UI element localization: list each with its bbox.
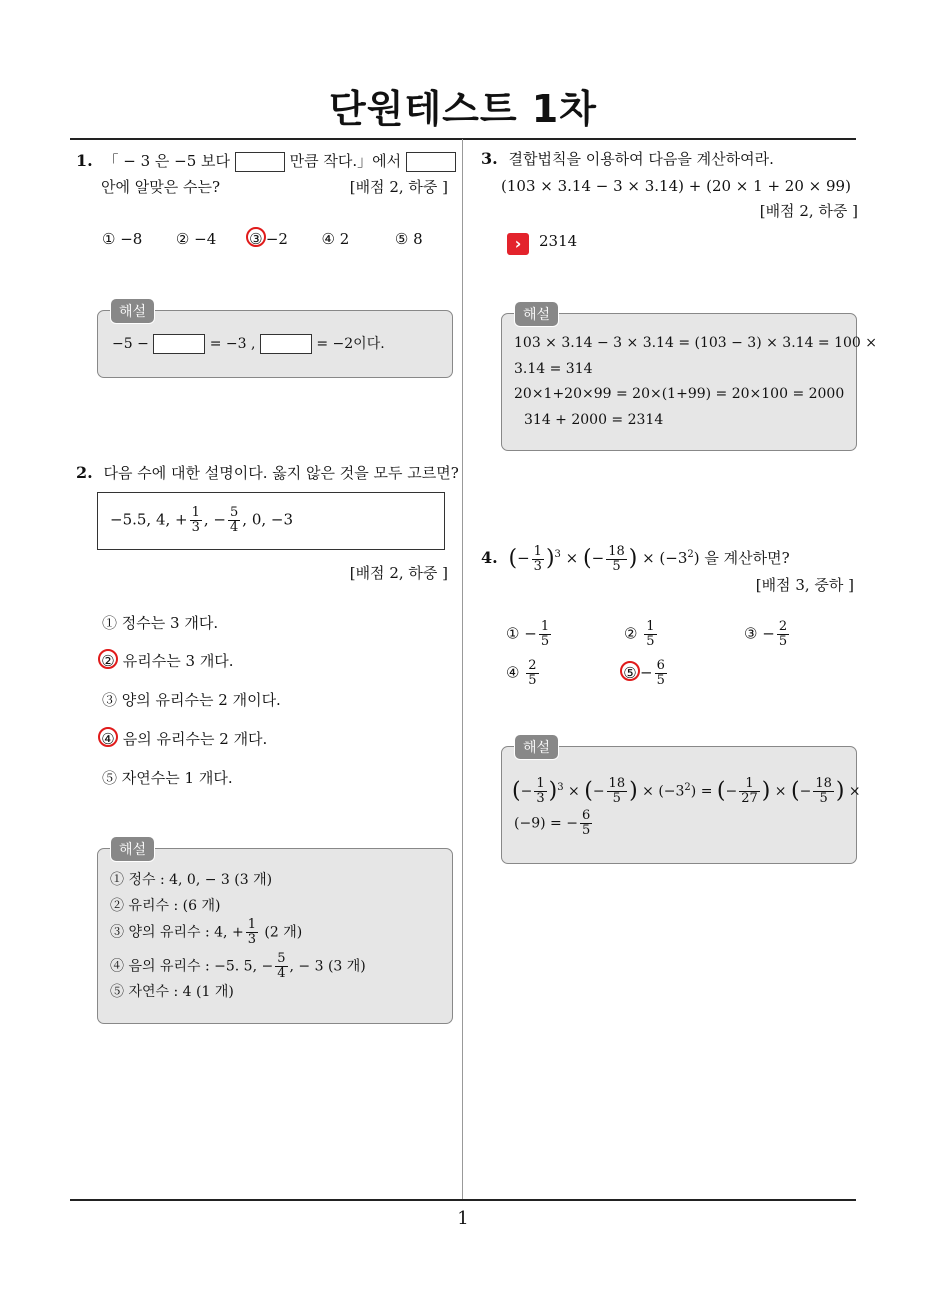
question-2-score: [배점 2, 하중 ] [349,564,448,582]
choice-3[interactable]: ③ − $\frac{2}{5}$ [744,619,788,649]
column-divider [462,139,463,1201]
question-1-score: [배점 2, 하중 ] [349,178,448,196]
explanation-2-line1: ① 정수 : 4, 0, − 3 (3 개) [110,872,273,888]
answer-circle-mark: ② [98,649,118,669]
choice-3-selected[interactable]: ③ −2 [250,230,288,248]
explanation-tag: 해설 [514,734,559,760]
answer-circle-mark: ④ [98,727,118,747]
explanation-3-line3: 20×1+20×99 = 20×(1+99) = 20×100 = 2000 [514,386,845,402]
explanation-2-line2: ② 유리수 : (6 개) [110,898,221,914]
choice-5[interactable]: ⑤ 8 [394,230,423,248]
explanation-tag: 해설 [514,301,559,327]
question-1-line1 [76,148,456,174]
explanation-2-line5: ⑤ 자연수 : 4 (1 개) [110,984,234,1000]
explanation-2-line4: ④ 음의 유리수 : −5. 5, − $\frac{5}{4}$ , − 3 (3 개) [110,951,366,981]
answer-blank-box [260,334,312,354]
choice-1[interactable]: ① − $\frac{1}{5}$ [506,619,550,649]
choice-1[interactable]: ① 정수는 3 개다. [102,614,219,632]
bottom-rule [70,1199,856,1201]
choice-3[interactable]: ③ 양의 유리수는 2 개이다. [102,691,281,709]
question-1-choices [102,226,423,252]
answer-blank-box [406,152,456,172]
choice-5-selected[interactable]: ⑤ − $\frac{6}{5}$ [624,659,669,688]
explanation-tag: 해설 [110,836,155,862]
choice-1[interactable]: ① −8 [102,230,143,248]
question-2-number: 2. [76,463,93,482]
question-3-expression: (103 × 3.14 − 3 × 3.14) + (20 × 1 + 20 × 99) [501,177,851,195]
question-1-line2: 안에 알맞은 수는? [101,178,221,196]
explanation-2-line3: ③ 양의 유리수 : 4, + $\frac{1}{3}$ (2 개) [110,917,303,947]
answer-blank-box [235,152,285,172]
choice-2[interactable]: ② $\frac{1}{5}$ [624,619,655,649]
question-1-number: 1. [76,151,93,170]
answer-blank-box [153,334,205,354]
top-rule [70,138,856,140]
explanation-1-text: −5 − = −3 , = −2이다. [112,336,385,352]
choice-4[interactable]: ④ $\frac{2}{5}$ [506,658,537,688]
choice-4-selected[interactable]: ④ 음의 유리수는 2 개다. [102,726,267,752]
question-2-text: 다음 수에 대한 설명이다. 옳지 않은 것을 모두 고르면? [103,464,459,482]
question-1-text-a: 「 − 3 은 −5 보다 [103,152,231,170]
explanation-3-line4: 314 + 2000 = 2314 [524,412,664,428]
answer-circle-mark: ③ [246,227,266,247]
choice-5[interactable]: ⑤ 자연수는 1 개다. [102,769,233,787]
explanation-4-line1: (− $\frac{1}{3}$ )$^3$ × (− $\frac{18}{5}$ ) × $(-3^2)$ = (− $\frac{1}{27}$ ) × (− $\frac{18}{5}$ ) × [512,776,861,807]
question-3-number: 3. [481,149,498,168]
number-list: −5.5, 4, + $\frac{1}{3}$ , − $\frac{5}{4}$ , 0, −3 [110,505,294,535]
answer-arrow-icon: › [507,233,529,255]
question-4-text: 을 계산하면? [704,549,790,567]
question-3-score: [배점 2, 하중 ] [759,202,858,220]
question-4-expression: (− $\frac{1}{3}$ )$^3$ × (− $\frac{18}{5}$ ) × $(-3^2)$ [508,543,700,574]
question-1-text-b: 만큼 작다.」에서 [289,152,402,170]
explanation-3-line2: 3.14 = 314 [514,361,593,377]
question-4-score: [배점 3, 중하 ] [755,576,854,594]
question-4-number: 4. [481,548,498,567]
explanation-4-line2: (−9) = − $\frac{6}{5}$ [514,808,591,838]
answer-circle-mark: ⑤ [620,661,640,681]
question-3-line [481,146,774,172]
explanation-tag: 해설 [110,298,155,324]
question-3-answer: 2314 [539,232,578,250]
choice-2-selected[interactable]: ② 유리수는 3 개다. [102,648,234,674]
page-title: 단원테스트 1차 [329,87,597,131]
choice-4[interactable]: ④ 2 [321,230,350,248]
explanation-3-line1: 103 × 3.14 − 3 × 3.14 = (103 − 3) × 3.14 = 100 × [514,335,878,351]
question-3-text: 결합법칙을 이용하여 다음을 계산하여라. [508,150,774,168]
choice-2[interactable]: ② −4 [175,230,217,248]
question-2-line [76,460,459,486]
page-number: 1 [457,1208,469,1229]
